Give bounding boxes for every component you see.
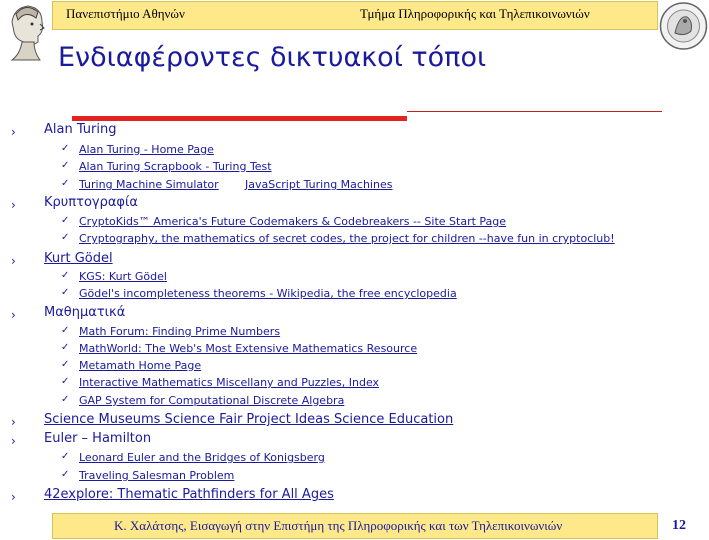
- link-cryptoclub[interactable]: Cryptography, the mathematics of secret codes, the project for children --have fun in cryptoclub!: [79, 232, 615, 245]
- checkmark-icon: ✓: [61, 232, 70, 243]
- section-heading-cryptography: Κρυπτογραφία: [44, 195, 138, 210]
- link-kgs-godel[interactable]: KGS: Kurt Gödel: [79, 270, 167, 283]
- link-gap-system[interactable]: GAP System for Computational Discrete Algebra: [79, 394, 345, 407]
- checkmark-icon: ✓: [61, 451, 70, 462]
- slide-title: Ενδιαφέροντες δικτυακοί τόποι: [58, 42, 487, 73]
- checkmark-icon: ✓: [61, 143, 70, 154]
- checkmark-icon: ✓: [61, 270, 70, 281]
- checkmark-icon: ✓: [61, 394, 70, 405]
- section-heading-mathematics: Μαθηματικά: [44, 305, 126, 320]
- page-number: 12: [672, 518, 686, 533]
- checkmark-icon: ✓: [61, 160, 70, 171]
- chevron-right-icon: ›: [11, 415, 16, 429]
- section-heading-alan-turing: Alan Turing: [44, 122, 117, 137]
- title-underline-thin: [407, 111, 662, 112]
- checkmark-icon: ✓: [61, 287, 70, 298]
- link-turing-scrapbook[interactable]: Alan Turing Scrapbook - Turing Test: [79, 160, 272, 173]
- link-javascript-turing[interactable]: JavaScript Turing Machines: [245, 178, 393, 191]
- checkmark-icon: ✓: [61, 469, 70, 480]
- checkmark-icon: ✓: [61, 215, 70, 226]
- link-godel-wikipedia[interactable]: Gödel's incompleteness theorems - Wikipedia, the free encyclopedia: [79, 287, 457, 300]
- section-heading-euler-hamilton: Euler – Hamilton: [44, 431, 152, 446]
- checkmark-icon: ✓: [61, 376, 70, 387]
- link-42explore[interactable]: 42explore: Thematic Pathfinders for All Ages: [44, 487, 334, 502]
- checkmark-icon: ✓: [61, 178, 70, 189]
- university-seal-icon: [659, 1, 708, 51]
- link-cryptokids[interactable]: CryptoKids™ America's Future Codemakers & Codebreakers -- Site Start Page: [79, 215, 507, 228]
- link-euler-konigsberg[interactable]: Leonard Euler and the Bridges of Konigsberg: [79, 451, 325, 464]
- checkmark-icon: ✓: [61, 359, 70, 370]
- link-math-forum-primes[interactable]: Math Forum: Finding Prime Numbers: [79, 325, 281, 338]
- chevron-right-icon: ›: [11, 434, 16, 448]
- chevron-right-icon: ›: [11, 125, 16, 139]
- checkmark-icon: ✓: [61, 325, 70, 336]
- footer-text: Κ. Χαλάτσης, Εισαγωγή στην Επιστήμη της Πληροφορικής και των Τηλεπικοινωνιών: [114, 518, 563, 533]
- link-alan-turing-home[interactable]: Alan Turing - Home Page: [79, 143, 214, 156]
- university-name: Πανεπιστήμιο Αθηνών: [66, 6, 185, 21]
- chevron-right-icon: ›: [11, 198, 16, 212]
- title-underline: [72, 116, 407, 121]
- athena-logo-icon: [2, 2, 50, 66]
- link-turing-simulator[interactable]: Turing Machine Simulator: [79, 178, 219, 191]
- checkmark-icon: ✓: [61, 342, 70, 353]
- section-heading-kurt-godel[interactable]: Kurt Gödel: [44, 251, 113, 266]
- link-science-museums[interactable]: Science Museums Science Fair Project Ideas Science Education: [44, 412, 454, 427]
- link-mathworld[interactable]: MathWorld: The Web's Most Extensive Mathematics Resource: [79, 342, 418, 355]
- chevron-right-icon: ›: [11, 308, 16, 322]
- link-traveling-salesman[interactable]: Traveling Salesman Problem: [79, 469, 235, 482]
- link-metamath[interactable]: Metamath Home Page: [79, 359, 202, 372]
- chevron-right-icon: ›: [11, 254, 16, 268]
- chevron-right-icon: ›: [11, 490, 16, 504]
- link-interactive-math[interactable]: Interactive Mathematics Miscellany and Puzzles, Index: [79, 376, 380, 389]
- department-name: Τμήμα Πληροφορικής και Τηλεπικοινωνιών: [360, 6, 590, 21]
